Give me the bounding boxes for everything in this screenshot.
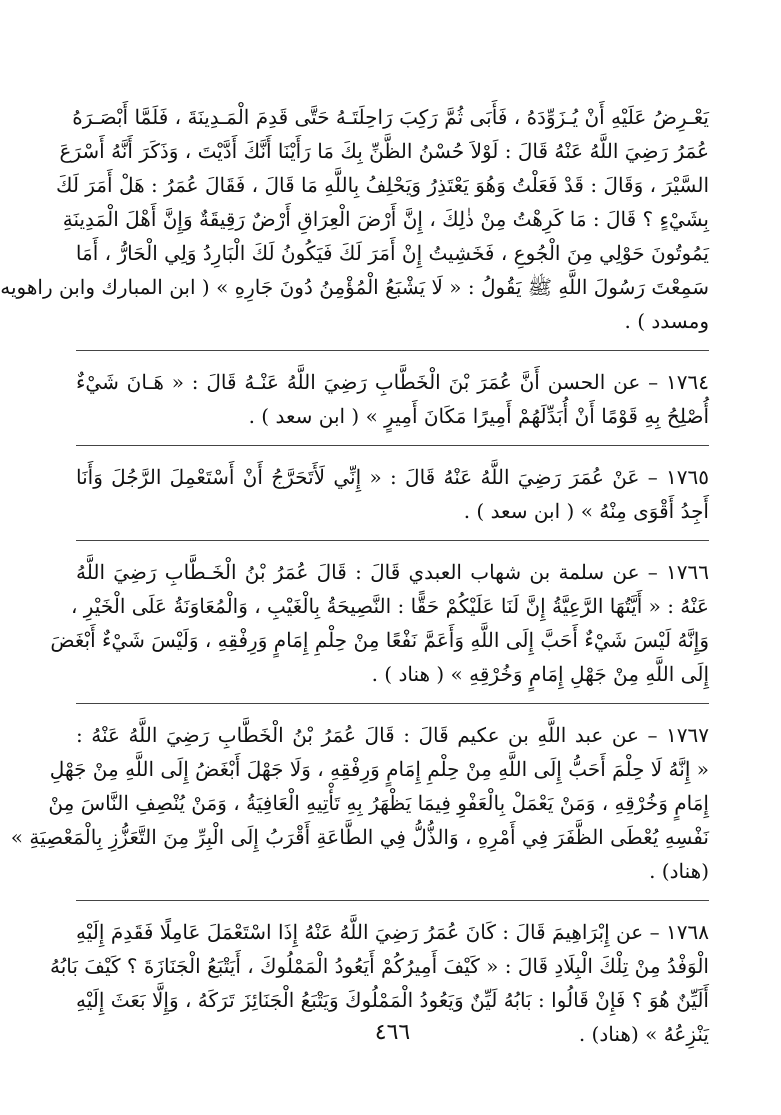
text-line: عُمَرُ رَضِيَ اللَّهُ عَنْهُ قَالَ : لَوْلاَ حُسْنُ الظَّنِّ بِكَ مَا رَأَيْنَا أَنَّكَ أَدَّيْتَ ، وَذَكَرَ أَنَّهُ أَسْرَعَ	[59, 139, 709, 163]
text-line: ١٧٦٦ – عن سلمة بن شهاب العبدي قَالَ : قَالَ عُمَرُ بْنُ الْخَـطَّابِ رَضِيَ اللَّهُ	[76, 560, 709, 584]
text-line: بِشَيْءٍ ؟ قَالَ : مَا كَرِهْتُ مِنْ ذٰلِكَ ، إِنَّ أَرْضَ الْعِرَاقِ أَرْضٌ رَقِيقَةٌ وَإِنَّ أَهْلَ الْمَدِينَةِ	[62, 207, 709, 231]
text-line: أُصْلِحُ بِهِ قَوْمًا أَنْ أُبَدِّلَهُمْ أَمِيرًا مَكَانَ أَمِيرٍ » ( ابن سعد ) .	[248, 404, 709, 428]
text-line: إِمَامٍ وَخُرْقِهِ ، وَمَنْ يَعْمَلْ بِالْعَفْوِ فِيمَا يَظْهَرُ بِهِ تَأْتِيهِ الْعَافِيَةُ ، وَمَنْ يُنْصِفِ النَّاسَ مِنْ	[48, 791, 709, 815]
text-line: أَجِدُ أَقْوَى مِنْهُ » ( ابن سعد ) .	[463, 499, 709, 523]
hadith-1764	[76, 365, 709, 433]
text-line: (هناد) .	[649, 859, 709, 883]
paragraph-divider	[76, 703, 709, 704]
text-line: ١٧٦٨ – عن إِبْرَاهِيمَ قَالَ : كَانَ عُمَرُ رَضِيَ اللَّهُ عَنْهُ إِذَا اسْتَعْمَلَ عَامِلًا فَقَدِمَ إِلَيْهِ	[76, 920, 709, 944]
page-number: ٤٦٦	[374, 1020, 411, 1045]
text-line: يَمُوتُونَ حَوْلِي مِنَ الْجُوعِ ، فَخَشِيتُ إِنْ أَمَرَ لَكَ فَيَكُونُ لَكَ الْبَارِدُ وَلِي الْحَارُّ ، أَمَا	[75, 241, 709, 265]
text-line: أَلَيِّنٌ هُوَ ؟ فَإِنْ قَالُوا : بَابُهُ لَيِّنٌ وَيَعُودُ الْمَمْلُوكَ وَيَتْبَعُ الْجَنَائِزَ تَرَكَهُ ، وَإِلَّا بَعَثَ إِلَيْهِ	[76, 988, 709, 1012]
hadith-1765	[76, 460, 709, 528]
paragraph-continuation	[0, 100, 709, 338]
text-line: السَّيْرَ ، وَقَالَ : قَدْ فَعَلْتُ وَهُوَ يَعْتَذِرُ وَيَحْلِفُ بِاللَّهِ مَا قَالَ ، فَقَالَ عُمَرُ : هَلْ أَمَرَ لَكَ	[55, 173, 709, 197]
text-line: يَعْـرِضُ عَلَيْهِ أَنْ يُـزَوِّدَهُ ، فَأَبَى ثُمَّ رَكِبَ رَاحِلَتَـهُ حَتَّى قَدِمَ الْمَـدِينَةَ ، فَلَمَّا أَبْصَـرَهُ	[72, 105, 709, 129]
text-line: « إِنَّهُ لَا حِلْمَ أَحَبُّ إِلَى اللَّهِ مِنْ حِلْمِ إِمَامٍ وَرِفْقِهِ ، وَلَا جَهْلَ أَبْغَضُ إِلَى اللَّهِ مِنْ جَهْلِ	[49, 757, 709, 781]
text-line: ١٧٦٥ – عَنْ عُمَرَ رَضِيَ اللَّهُ عَنْهُ قَالَ : « إِنِّي لَأَتَحَرَّجُ أَنْ أَسْتَعْمِلَ الرَّجُلَ وَأَنَا	[76, 465, 709, 489]
text-line: وَإِنَّهُ لَيْسَ شَيْءٌ أَحَبَّ إِلَى اللَّهِ وَأَعَمَّ نَفْعًا مِنْ حِلْمِ إِمَامٍ وَرِفْقِهِ ، وَلَيْسَ شَيْءٌ أَبْغَضَ	[50, 628, 709, 652]
hadith-1766	[50, 555, 709, 691]
text-line: يَنْزِعُهُ » (هناد) .	[578, 1022, 709, 1046]
text-line: نَفْسِهِ يُعْطَى الظَّفَرَ فِي أَمْرِهِ ، وَالذُّلُّ فِي الطَّاعَةِ أَقْرَبُ إِلَى الْبِرِّ مِنَ التَّعَزُّزِ بِالْمَعْصِيَةِ »	[10, 825, 709, 849]
text-line: إِلَى اللَّهِ مِنْ جَهْلِ إِمَامٍ وَخُرْقِهِ » ( هناد ) .	[371, 662, 709, 686]
paragraph-divider	[76, 540, 709, 541]
text-line: ١٧٦٤ – عن الحسن أَنَّ عُمَرَ بْنَ الْخَطَّابِ رَضِيَ اللَّهُ عَنْـهُ قَالَ : « هَـانَ شَيْءٌ	[76, 370, 709, 394]
paragraph-divider	[76, 900, 709, 901]
paragraph-divider	[76, 445, 709, 446]
page-body	[0, 100, 709, 1051]
text-line: ومسدد ) .	[624, 309, 709, 333]
text-line: الْوَفْدُ مِنْ تِلْكَ الْبِلَادِ قَالَ : « كَيْفَ أَمِيرُكُمْ أَيَعُودُ الْمَمْلُوكَ ، أَيَتْبَعُ الْجَنَازَةَ ؟ كَيْفَ بَابُهُ	[49, 954, 709, 978]
text-line: سَمِعْتَ رَسُولَ اللَّهِ ﷺ يَقُولُ : « لَا يَشْبَعُ الْمُؤْمِنُ دُونَ جَارِهِ » ( ابن المبارك وابن راهويه	[0, 275, 709, 299]
hadith-1767	[10, 718, 709, 888]
paragraph-divider	[76, 350, 709, 351]
text-line: ١٧٦٧ – عن عبد اللَّهِ بن عكيم قَالَ : قَالَ عُمَرُ بْنُ الْخَطَّابِ رَضِيَ اللَّهُ عَنْهُ :	[76, 723, 709, 747]
text-line: عَنْهُ : « أَيَّتُهَا الرَّعِيَّةُ إِنَّ لَنَا عَلَيْكُمْ حَقًّا : النَّصِيحَةُ بِالْغَيْبِ ، وَالْمُعَاوَنَةُ عَلَى الْخَيْرِ ،	[70, 594, 709, 618]
